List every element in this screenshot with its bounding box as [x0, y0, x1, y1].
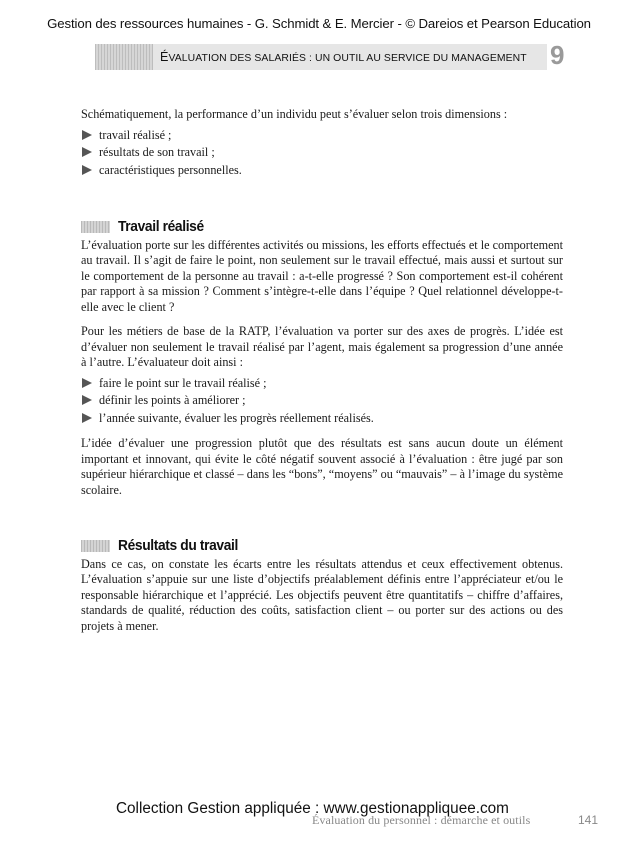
page-content [81, 107, 563, 634]
body-paragraph: L’évaluation porte sur les différentes activités ou missions, les efforts effectués et le comportement au travail. Il s’agit de faire le point, non seulement sur le travail effectué, mais aussi et surtout sur le comportement de la personne au travail : a-t-elle progressé ? Son comportement est-il cohérent par rapport à sa mission ? Comment s’intègre-t-elle dans l’équipe ? Quel relationnel développe-t-elle avec le client ? [81, 237, 563, 314]
list-item [81, 410, 563, 428]
list-item-text: l’année suivante, évaluer les progrès réellement réalisés. [99, 410, 374, 425]
list-item-text: faire le point sur le travail réalisé ; [99, 375, 267, 390]
list-item [81, 375, 563, 393]
ratp-bullet-list [81, 375, 563, 428]
chapter-number: 9 [550, 40, 565, 70]
collection-footer: Collection Gestion appliquée : www.gestionappliquee.com [116, 800, 509, 817]
body-paragraph: Dans ce cas, on constate les écarts entre les résultats attendus et ceux effectivement obtenus. L’évaluation s’appuie sur une liste d’objectifs préalablement définis entre l’appréciateur et/ou le responsable hiérarchique et l’apprécié. Les objectifs peuvent être quantitatifs – chiffre d’affaires, standards de qualité, réduction des coûts, satisfaction client – ou porter sur des actions ou des projets à mener. [81, 556, 563, 633]
section-heading-text: Résultats du travail [118, 537, 238, 554]
list-item [81, 162, 563, 180]
list-item-text: définir les points à améliorer ; [99, 393, 246, 407]
chapter-title-rest: VALUATION DES SALARIÉS : UN OUTIL AU SERVICE DU MANAGEMENT [168, 53, 527, 64]
chapter-title [160, 50, 540, 64]
running-footer-title: Évaluation du personnel : démarche et outils [312, 813, 531, 827]
section-heading-travail-realise [81, 219, 563, 235]
triangle-bullet-icon [82, 395, 92, 405]
list-item-text: résultats de son travail ; [99, 145, 215, 159]
section-marker-icon [81, 221, 110, 233]
section-heading-text: Travail réalisé [118, 218, 204, 235]
chapter-title-initial: É [160, 50, 169, 64]
triangle-bullet-icon [82, 130, 92, 140]
intro-paragraph: Schématiquement, la performance d’un individu peut s’évaluer selon trois dimensions : [81, 107, 508, 121]
body-paragraph: Pour les métiers de base de la RATP, l’évaluation va porter sur des axes de progrès. L’idée est d’évaluer non seulement le travail réalisé par l’agent, mais également sa progression d’une année à l’autre. L’évaluateur doit ainsi : [81, 324, 563, 369]
top-banner: Gestion des ressources humaines - G. Schmidt & E. Mercier - © Dareios et Pearson Education [47, 16, 591, 31]
list-item [81, 144, 563, 162]
triangle-bullet-icon [82, 378, 92, 388]
list-item-text: caractéristiques personnelles. [99, 162, 242, 177]
intro-bullet-list [81, 127, 563, 180]
section-heading-resultats-du-travail [81, 538, 563, 554]
body-paragraph: L’idée d’évaluer une progression plutôt que des résultats est sans aucun doute un élément important et innovant, qui évite le côté négatif souvent associé à l’évaluation : être jugé par son supérieur hiérarchique et classé – dans les “bons”, “moyens” ou “mauvais” – à l’image du système scolaire. [81, 436, 563, 497]
triangle-bullet-icon [82, 165, 92, 175]
triangle-bullet-icon [82, 147, 92, 157]
list-item [81, 392, 563, 410]
list-item-text: travail réalisé ; [99, 127, 172, 142]
section-marker-icon [81, 540, 110, 552]
list-item [81, 127, 563, 145]
triangle-bullet-icon [82, 413, 92, 423]
page-number: 141 [578, 813, 599, 827]
